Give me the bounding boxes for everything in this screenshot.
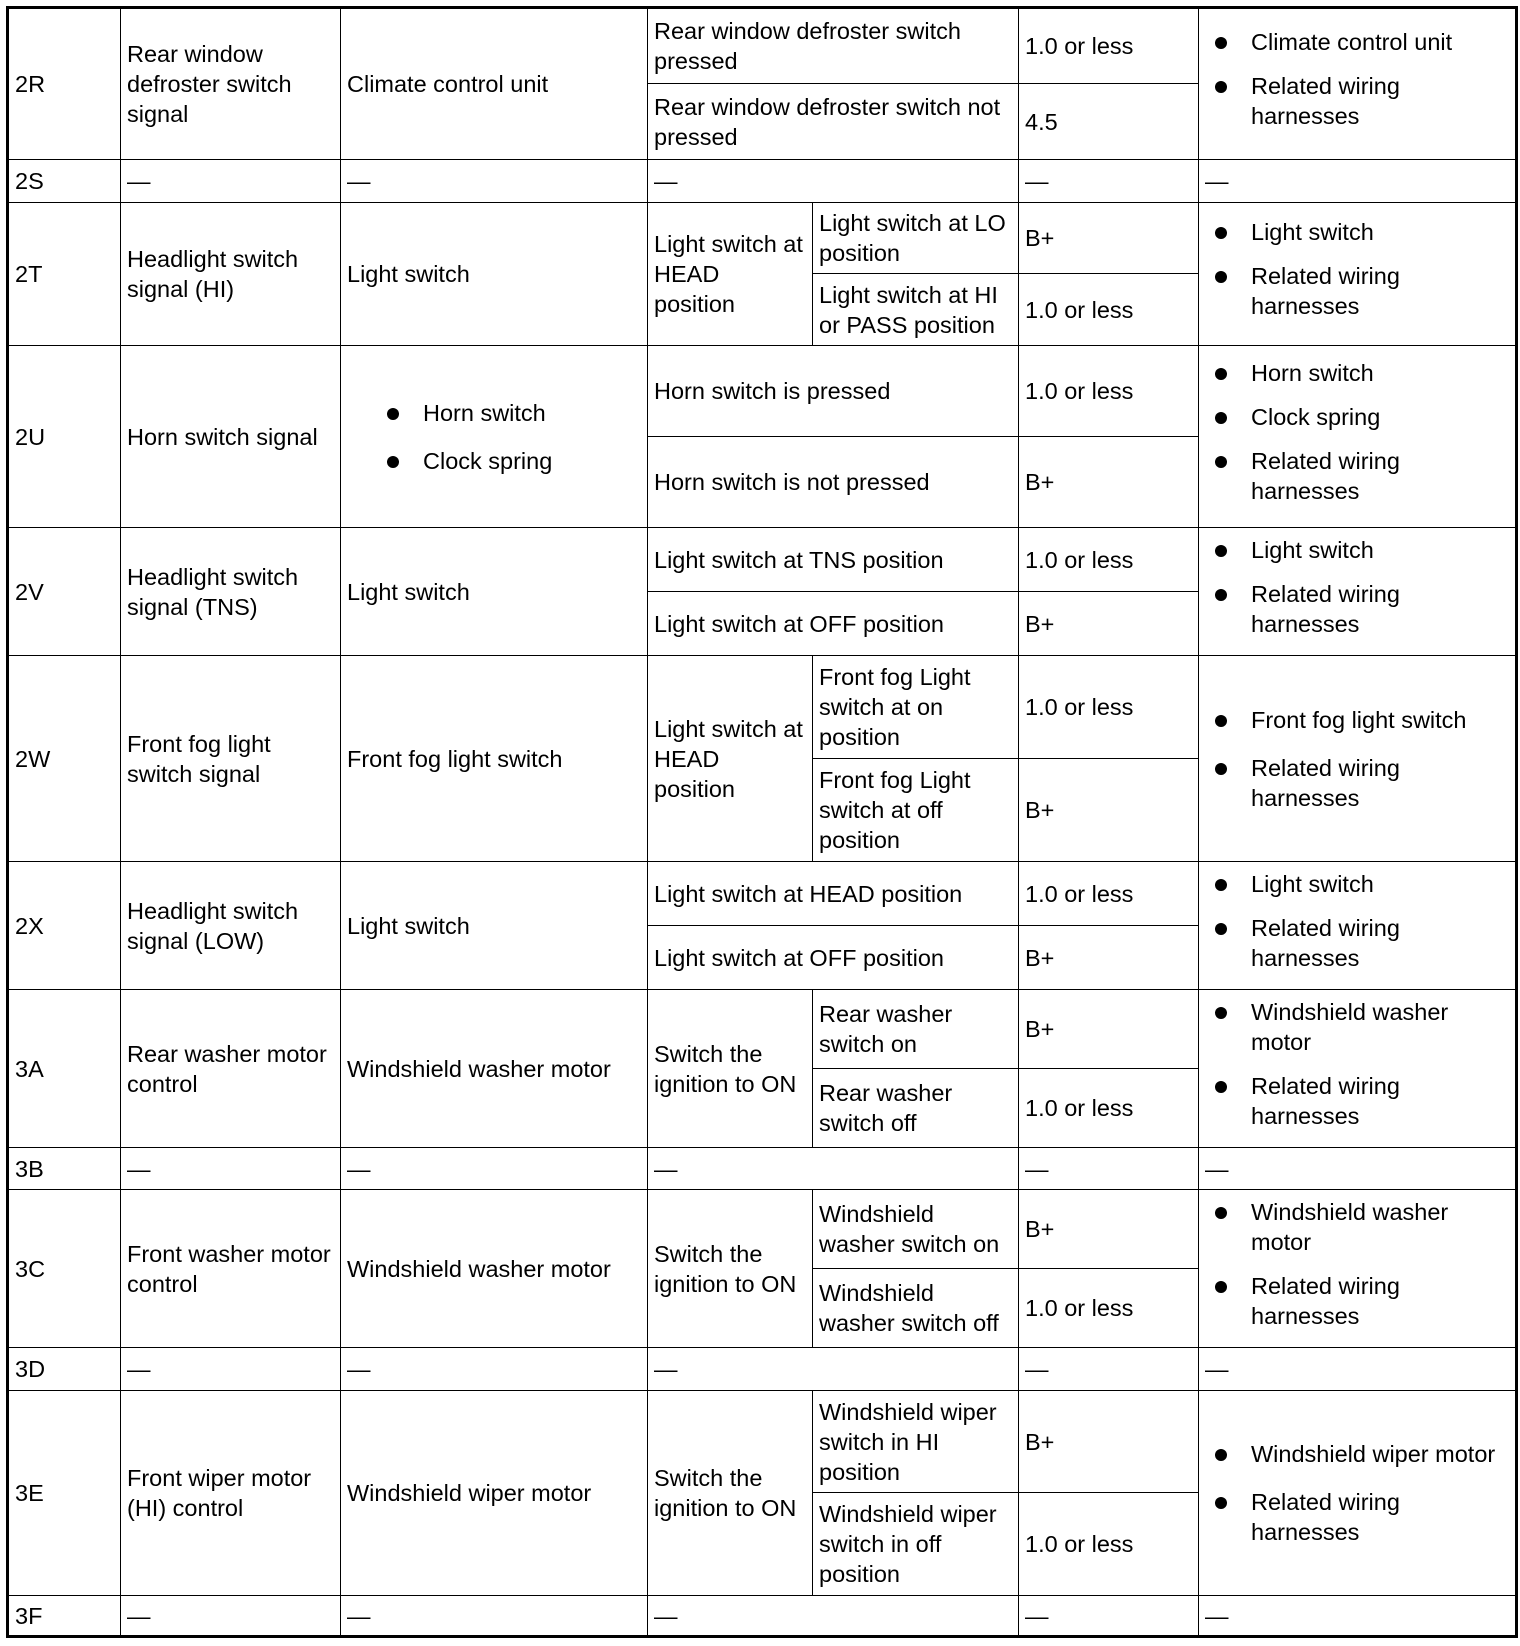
check-item: Clock spring	[1251, 402, 1509, 432]
value-cell: 1.0 or less	[1019, 862, 1199, 926]
check-item: Related wiring harnesses	[1251, 579, 1509, 639]
terminal-cell: 2T	[8, 203, 121, 346]
condition-cell: Windshield washer switch off	[813, 1269, 1019, 1348]
check-cell: —	[1199, 1348, 1517, 1391]
table-row	[8, 990, 1517, 1069]
group-condition-cell: Light switch at HEAD position	[648, 656, 813, 862]
terminal-cell: 3F	[8, 1596, 121, 1637]
check-item: Related wiring harnesses	[1251, 913, 1509, 973]
value-cell: —	[1019, 1596, 1199, 1637]
value-cell: B+	[1019, 1190, 1199, 1269]
group-condition-cell: Light switch at HEAD position	[648, 203, 813, 346]
terminal-cell: 2U	[8, 346, 121, 528]
component-cell	[341, 346, 648, 528]
signal-cell: Rear washer motor control	[121, 990, 341, 1148]
component-item: Horn switch	[423, 398, 641, 428]
table-row	[8, 528, 1517, 592]
signal-cell: —	[121, 1148, 341, 1190]
check-item: Windshield wiper motor	[1251, 1439, 1509, 1469]
check-cell	[1199, 656, 1517, 862]
check-item: Related wiring harnesses	[1251, 446, 1509, 506]
check-cell: —	[1199, 1148, 1517, 1190]
condition-cell: Windshield wiper switch in HI position	[813, 1391, 1019, 1493]
signal-cell: Headlight switch signal (TNS)	[121, 528, 341, 656]
signal-cell: Horn switch signal	[121, 346, 341, 528]
check-cell	[1199, 203, 1517, 346]
check-item: Related wiring harnesses	[1251, 1271, 1509, 1331]
table-row	[8, 160, 1517, 203]
condition-cell: —	[648, 1348, 1019, 1391]
table-row	[8, 203, 1517, 274]
terminal-cell: 2R	[8, 8, 121, 160]
component-cell: Windshield wiper motor	[341, 1391, 648, 1596]
check-item: Climate control unit	[1251, 27, 1509, 57]
component-cell: Windshield washer motor	[341, 1190, 648, 1348]
value-cell: B+	[1019, 926, 1199, 990]
signal-cell: —	[121, 160, 341, 203]
condition-cell: Horn switch is not pressed	[648, 437, 1019, 528]
condition-cell: Light switch at OFF position	[648, 926, 1019, 990]
value-cell: 1.0 or less	[1019, 1069, 1199, 1148]
value-cell: —	[1019, 160, 1199, 203]
check-item: Front fog light switch	[1251, 705, 1509, 735]
check-item: Related wiring harnesses	[1251, 261, 1509, 321]
value-cell: —	[1019, 1348, 1199, 1391]
table-row	[8, 1391, 1517, 1493]
value-cell: 1.0 or less	[1019, 1269, 1199, 1348]
check-cell: —	[1199, 1596, 1517, 1637]
component-cell: Climate control unit	[341, 8, 648, 160]
condition-cell: Light switch at HI or PASS position	[813, 274, 1019, 346]
table-row	[8, 1190, 1517, 1269]
value-cell: B+	[1019, 437, 1199, 528]
condition-cell: —	[648, 160, 1019, 203]
component-item: Clock spring	[423, 446, 641, 476]
check-item: Light switch	[1251, 217, 1509, 247]
signal-cell: Front fog light switch signal	[121, 656, 341, 862]
value-cell: 1.0 or less	[1019, 656, 1199, 759]
signal-cell: Headlight switch signal (HI)	[121, 203, 341, 346]
component-cell: Light switch	[341, 203, 648, 346]
value-cell: 1.0 or less	[1019, 1493, 1199, 1596]
check-cell	[1199, 346, 1517, 528]
check-item: Related wiring harnesses	[1251, 753, 1509, 813]
component-cell: Light switch	[341, 862, 648, 990]
condition-cell: Front fog Light switch at on position	[813, 656, 1019, 759]
component-cell: Front fog light switch	[341, 656, 648, 862]
check-item: Light switch	[1251, 535, 1509, 565]
value-cell: 1.0 or less	[1019, 8, 1199, 84]
signal-cell: —	[121, 1348, 341, 1391]
component-cell: —	[341, 1348, 648, 1391]
signal-cell: Front wiper motor (HI) control	[121, 1391, 341, 1596]
check-item: Related wiring harnesses	[1251, 71, 1509, 131]
condition-cell: Rear washer switch on	[813, 990, 1019, 1069]
terminal-cell: 2V	[8, 528, 121, 656]
condition-cell: Rear window defroster switch pressed	[648, 8, 1019, 84]
table-row	[8, 862, 1517, 926]
value-cell: 1.0 or less	[1019, 528, 1199, 592]
group-condition-cell: Switch the ignition to ON	[648, 1190, 813, 1348]
check-cell	[1199, 1391, 1517, 1596]
value-cell: B+	[1019, 1391, 1199, 1493]
value-cell: B+	[1019, 990, 1199, 1069]
value-cell: 1.0 or less	[1019, 346, 1199, 437]
condition-cell: Windshield wiper switch in off position	[813, 1493, 1019, 1596]
check-cell	[1199, 528, 1517, 656]
condition-cell: Horn switch is pressed	[648, 346, 1019, 437]
condition-cell: Light switch at LO position	[813, 203, 1019, 274]
condition-cell: Front fog Light switch at off position	[813, 759, 1019, 862]
check-item: Related wiring harnesses	[1251, 1487, 1509, 1547]
component-cell: —	[341, 1596, 648, 1637]
component-cell: Windshield washer motor	[341, 990, 648, 1148]
check-item: Light switch	[1251, 869, 1509, 899]
condition-cell: Light switch at HEAD position	[648, 862, 1019, 926]
check-item: Windshield washer motor	[1251, 997, 1509, 1057]
terminal-cell: 2S	[8, 160, 121, 203]
terminal-cell: 3E	[8, 1391, 121, 1596]
value-cell: B+	[1019, 203, 1199, 274]
condition-cell: Light switch at OFF position	[648, 592, 1019, 656]
table-row	[8, 346, 1517, 437]
group-condition-cell: Switch the ignition to ON	[648, 1391, 813, 1596]
condition-cell: Light switch at TNS position	[648, 528, 1019, 592]
terminal-cell: 3A	[8, 990, 121, 1148]
group-condition-cell: Switch the ignition to ON	[648, 990, 813, 1148]
check-cell: —	[1199, 160, 1517, 203]
condition-cell: —	[648, 1148, 1019, 1190]
value-cell: —	[1019, 1148, 1199, 1190]
table-row	[8, 1348, 1517, 1391]
terminal-cell: 3D	[8, 1348, 121, 1391]
value-cell: 1.0 or less	[1019, 274, 1199, 346]
value-cell: B+	[1019, 759, 1199, 862]
condition-cell: —	[648, 1596, 1019, 1637]
value-cell: 4.5	[1019, 84, 1199, 160]
component-cell: —	[341, 160, 648, 203]
condition-cell: Rear washer switch off	[813, 1069, 1019, 1148]
check-item: Related wiring harnesses	[1251, 1071, 1509, 1131]
check-cell	[1199, 990, 1517, 1148]
signal-cell: Front washer motor control	[121, 1190, 341, 1348]
component-cell: Light switch	[341, 528, 648, 656]
terminal-cell: 3B	[8, 1148, 121, 1190]
terminal-cell: 3C	[8, 1190, 121, 1348]
table-row	[8, 656, 1517, 759]
signal-cell: Headlight switch signal (LOW)	[121, 862, 341, 990]
check-cell	[1199, 862, 1517, 990]
table-row	[8, 8, 1517, 84]
condition-cell: Windshield washer switch on	[813, 1190, 1019, 1269]
check-cell	[1199, 1190, 1517, 1348]
condition-cell: Rear window defroster switch not pressed	[648, 84, 1019, 160]
table-row	[8, 1596, 1517, 1637]
table-row	[8, 1148, 1517, 1190]
signal-cell: —	[121, 1596, 341, 1637]
terminal-cell: 2X	[8, 862, 121, 990]
value-cell: B+	[1019, 592, 1199, 656]
terminal-cell: 2W	[8, 656, 121, 862]
check-item: Windshield washer motor	[1251, 1197, 1509, 1257]
signal-cell: Rear window defroster switch signal	[121, 8, 341, 160]
terminal-spec-table	[6, 6, 1518, 1638]
component-cell: —	[341, 1148, 648, 1190]
check-cell	[1199, 8, 1517, 160]
check-item: Horn switch	[1251, 358, 1509, 388]
table-wrapper	[6, 6, 1518, 1638]
